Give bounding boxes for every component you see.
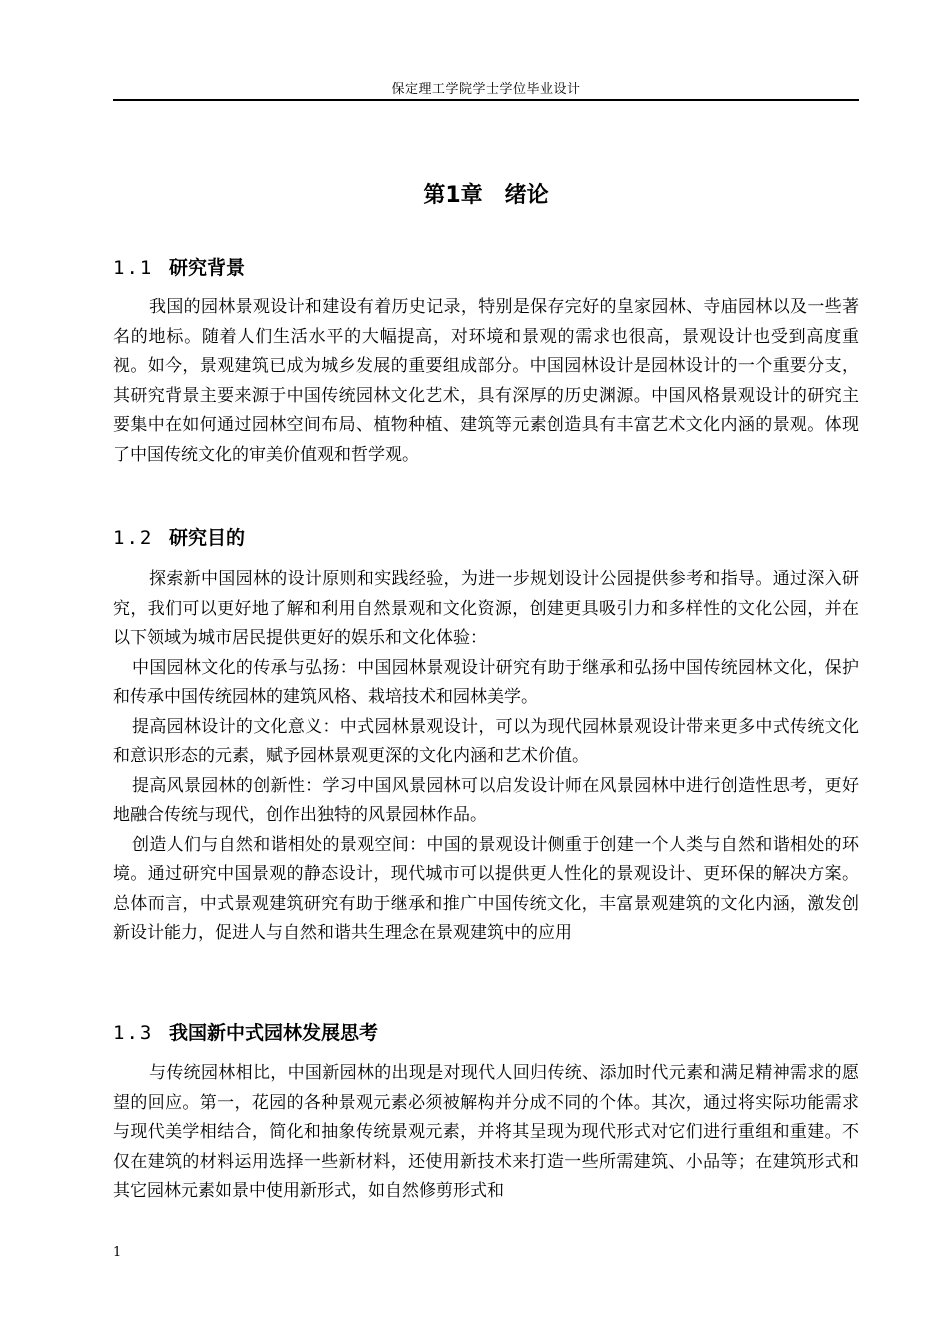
section-number: 1.1 xyxy=(113,257,154,279)
section-heading-1-3 xyxy=(113,1018,859,1045)
paragraph: 与传统园林相比，中国新园林的出现是对现代人回归传统、添加时代元素和满足精神需求的愿望的回应。第一，花园的各种景观元素必须被解构并分成不同的个体。其次，通过将实际功能需求与现代美学相结合，简化和抽象传统景观元素，并将其呈现为现代形式对它们进行重组和重建。不仅在建筑的材料运用选择一些新材料，还使用新技术来打造一些所需建筑、小品等；在建筑形式和其它园林元素如景中使用新形式，如自然修剪形式和 xyxy=(113,1063,859,1201)
header-rule xyxy=(113,99,859,101)
section-heading-1-1 xyxy=(113,253,859,280)
paragraph: 探索新中国园林的设计原则和实践经验，为进一步规划设计公园提供参考和指导。通过深入研究，我们可以更好地了解和利用自然景观和文化资源，创建更具吸引力和多样性的文化公园，并在以下领域为城市居民提供更好的娱乐和文化体验： xyxy=(113,569,859,648)
paragraph: 创造人们与自然和谐相处的景观空间：中国的景观设计侧重于创建一个人类与自然和谐相处的环境。通过研究中国景观的静态设计，现代城市可以提供更人性化的景观设计、更环保的解决方案。总体而言，中式景观建筑研究有助于继承和推广中国传统文化，丰富景观建筑的文化内涵，激发创新设计能力，促进人与自然和谐共生理念在景观建筑中的应用 xyxy=(113,834,859,943)
section-number: 1.2 xyxy=(113,527,154,549)
paragraph: 我国的园林景观设计和建设有着历史记录，特别是保存完好的皇家园林、寺庙园林以及一些著名的地标。随着人们生活水平的大幅提高，对环境和景观的需求也很高，景观设计也受到高度重视。如今，景观建筑已成为城乡发展的重要组成部分。中国园林设计是园林设计的一个重要分支，其研究背景主要来源于中国传统园林文化艺术，具有深厚的历史渊源。中国风格景观设计的研究主要集中在如何通过园林空间布局、植物种植、建筑等元素创造具有丰富艺术文化内涵的景观。体现了中国传统文化的审美价值观和哲学观。 xyxy=(113,297,859,465)
section-body-1-3 xyxy=(113,1059,859,1207)
page-number: 1 xyxy=(113,1245,122,1260)
section-body-1-2 xyxy=(113,565,859,949)
paragraph: 提高风景园林的创新性：学习中国风景园林可以启发设计师在风景园林中进行创造性思考，更好地融合传统与现代，创作出独特的风景园林作品。 xyxy=(113,775,859,825)
section-title: 研究目的 xyxy=(169,527,246,549)
paragraph: 提高园林设计的文化意义：中式园林景观设计，可以为现代园林景观设计带来更多中式传统文化和意识形态的元素，赋予园林景观更深的文化内涵和艺术价值。 xyxy=(113,716,859,766)
chapter-title: 第1章 绪论 xyxy=(423,183,549,208)
section-title: 研究背景 xyxy=(169,257,246,279)
section-title: 我国新中式园林发展思考 xyxy=(169,1022,379,1044)
running-header: 保定理工学院学士学位毕业设计 xyxy=(391,82,581,97)
section-body-1-1 xyxy=(113,293,859,470)
section-number: 1.3 xyxy=(113,1022,154,1044)
section-heading-1-2 xyxy=(113,523,859,550)
paragraph: 中国园林文化的传承与弘扬：中国园林景观设计研究有助于继承和弘扬中国传统园林文化，保护和传承中国传统园林的建筑风格、栽培技术和园林美学。 xyxy=(113,657,859,707)
